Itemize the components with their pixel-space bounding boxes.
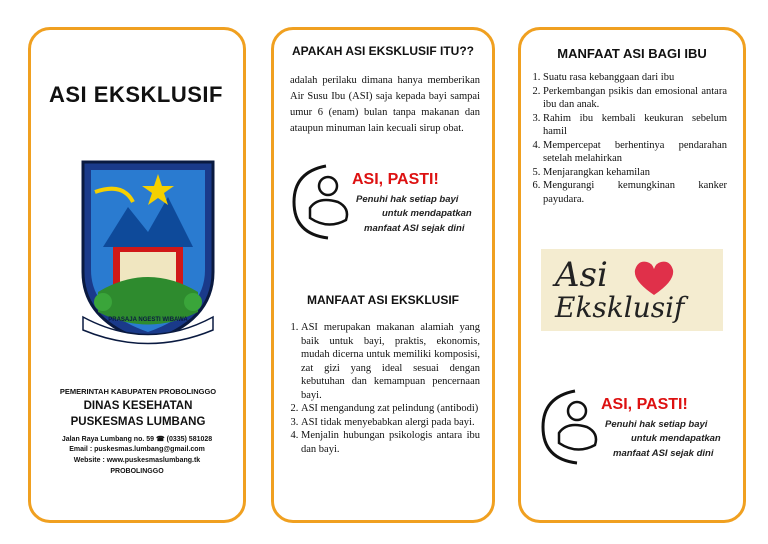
website-text: Website : www.puskesmaslumbang.tk (73, 457, 201, 464)
badge-title: ASI, PASTI! (601, 396, 688, 413)
logo-word-eksklusif: Eksklusif (555, 291, 685, 324)
mother-benefit-item: 4. Mempercepat berhentinya pendarahan setelah melahirkan (543, 139, 727, 166)
brochure-title: ASI EKSKLUSIF (49, 82, 223, 107)
emblem-motto: PRASAJA NGESTI WIBAWA (108, 317, 188, 323)
mother-benefit-item: 1. Suatu rasa kebanggaan dari ibu (543, 71, 727, 85)
benefit-item: 2. ASI mengandung zat pelindung (antibodi) (301, 402, 480, 416)
mother-benefits-list (525, 71, 727, 206)
mother-benefit-item: 3. Rahim ibu kembali keukuran sebelum hamil (543, 112, 727, 139)
mother-benefit-item: 5. Menjarangkan kehamilan (543, 166, 727, 180)
mother-head-icon (568, 402, 586, 420)
baby-icon (310, 200, 347, 225)
mother-benefits-panel (518, 27, 746, 523)
badge-line2: untuk mendapatkan (382, 208, 472, 219)
benefit-item: 4. Menjalin hubungan psikologis antara ibu dan bayi. (301, 429, 480, 456)
benefits-heading: MANFAAT ASI EKSKLUSIF (307, 293, 459, 307)
address-phone: Jalan Raya Lumbang no. 59 ☎ (0335) 581028 (61, 436, 213, 443)
org-government: PEMERINTAH KABUPATEN PROBOLINGGO (59, 387, 217, 396)
badge-line1: Penuhi hak setiap bayi (605, 419, 708, 430)
benefit-item: 3. ASI tidak menyebabkan alergi pada bayi. (301, 416, 480, 430)
mother-benefits-heading: MANFAAT ASI BAGI IBU (557, 46, 707, 61)
benefit-item: 1. ASI merupakan makanan alamiah yang baik untuk bayi, praktis, ekonomis, mudah dicerna untuk memiliki komposisi, zat gizi yang ideal sesuai dengan kebutuhan dan kemampuan pencernaan bayi. (301, 321, 480, 402)
badge-line1: Penuhi hak setiap bayi (356, 194, 459, 205)
definition-panel (271, 27, 495, 523)
badge-line3: manfaat ASI sejak dini (613, 448, 714, 459)
org-health-center: PUSKESMAS LUMBANG (70, 416, 206, 428)
asi-pasti-badge-2 (537, 377, 737, 477)
definition-heading: APAKAH ASI EKSKLUSIF ITU?? (292, 44, 474, 58)
badge-line2: untuk mendapatkan (631, 433, 721, 444)
cover-panel (28, 27, 246, 523)
logo-word-asi: Asi (555, 255, 608, 295)
city-text: PROBOLINGGO (110, 468, 164, 475)
baby-icon (559, 425, 596, 450)
badge-line3: manfaat ASI sejak dini (364, 223, 465, 234)
mother-head-icon (319, 177, 337, 195)
mother-benefit-item: 6. Mengurangi kemungkinan kanker payudara. (543, 179, 727, 206)
definition-text: adalah perilaku dimana hanya memberikan Air Susu Ibu (ASI) saja kepada bayi sampai umur 6 (enam) bulan tanpa makanan dan ataupun minuman lain kecuali sirup obat. (290, 75, 480, 134)
asi-eksklusif-logo (541, 249, 723, 331)
benefits-list (283, 321, 480, 456)
badge-title: ASI, PASTI! (352, 171, 439, 188)
asi-pasti-badge (288, 152, 488, 252)
mother-benefit-item: 2. Perkembangan psikis dan emosional antara ibu dan anak. (543, 85, 727, 112)
org-department: DINAS KESEHATAN (83, 400, 193, 412)
email-text: Email : puskesmas.lumbang@gmail.com (69, 446, 205, 453)
